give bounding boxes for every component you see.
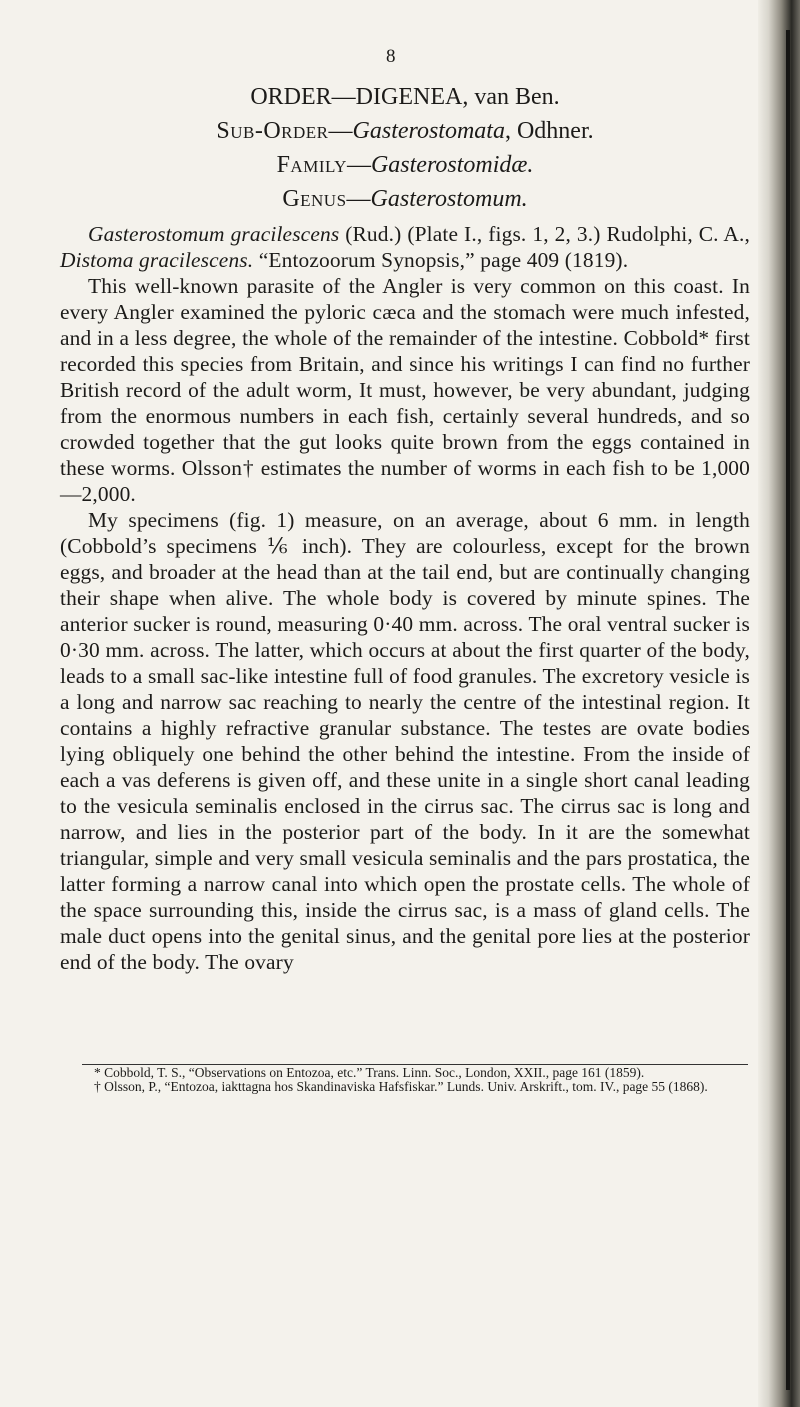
page-binding-edge [758,0,800,1407]
suborder-heading: Sub-Order—Gasterostomata, Odhner. [216,118,594,144]
family-heading: Family—Gasterostomidæ. [276,152,534,178]
genus-name: Gasterostomum. [370,186,528,212]
footnote-olsson: † Olsson, P., “Entozoa, iakttagna hos Skandinaviska Hafsfiskar.” Lunds. Univ. Arskrift., tom. IV., page 55 (1868). [94,1079,708,1094]
reference-source: “Entozoorum Synopsis,” page 409 (1819). [253,248,629,272]
classification-headings [60,80,750,216]
genus-label: Genus [282,186,347,212]
suborder-label: Sub-Order [216,118,329,144]
binding-shadow [786,30,790,1390]
species-plate-ref: (Rud.) (Plate I., figs. 1, 2, 3.) [339,222,601,246]
paragraph-1: This well-known parasite of the Angler is very common on this coast. In every Angler examined the pyloric cæca and the stomach were much infested, and in a less degree, the whole of the remainder of the intestine. Cobbold* first recorded this species from Britain, and since his writings I can find no further British record of the adult worm, It must, however, be very abundant, judging from the enormous numbers in each fish, certainly several hundreds, and so crowded together that the gut looks quite brown from the eggs contained in these worms. Olsson† estimates the number of worms in each fish to be 1,000—2,000. [60,274,750,506]
order-heading: ORDER—DIGENEA, van Ben. [250,84,560,110]
genus-heading: Genus—Gasterostomum. [282,186,528,212]
footnotes [80,1066,750,1094]
family-label: Family [276,152,347,178]
family-name: Gasterostomidæ. [370,152,534,178]
species-name: Gasterostomum gracilescens [88,222,340,246]
page-number: 8 [386,46,396,67]
reference-author: Rudolphi, C. A., [606,222,751,246]
paragraph-2: My specimens (fig. 1) measure, on an average, about 6 mm. in length (Cobbold’s specimens ⅙ inch). They are colourless, except for the brown eggs, and broader at the head than at the tail end, but are continually changing their shape when alive. The whole body is covered by minute spines. The anterior sucker is round, measuring 0·40 mm. across. The oral ventral sucker is 0·30 mm. across. The latter, which occurs at about the first quarter of the body, leads to a small sac-like intestine full of food granules. The excretory vesicle is a long and narrow sac reaching to nearly the centre of the intestinal region. It contains a highly refractive granular substance. The testes are ovate bodies lying obliquely one behind the other behind the intestine. From the inside of each a vas deferens is given off, and these unite in a single short canal leading to the vesicula seminalis enclosed in the cirrus sac. The cirrus sac is long and narrow, and lies in the posterior part of the body. In it are the somewhat triangular, simple and very small vesicula seminalis and the pars prostatica, the latter forming a narrow canal into which open the prostate cells. The whole of the space surrounding this, inside the cirrus sac, is a mass of gland cells. The male duct opens into the genital sinus, and the genital pore lies at the posterior end of the body. The ovary [60,508,750,974]
footnote-cobbold: * Cobbold, T. S., “Observations on Entozoa, etc.” Trans. Linn. Soc., London, XXII., page 161 (1859). [94,1065,645,1080]
suborder-name: Gasterostomata [352,118,505,144]
body-text [60,221,750,975]
species-entry [60,221,750,273]
suborder-author: , Odhner. [504,118,594,144]
reference-taxon: Distoma gracilescens. [60,248,254,272]
